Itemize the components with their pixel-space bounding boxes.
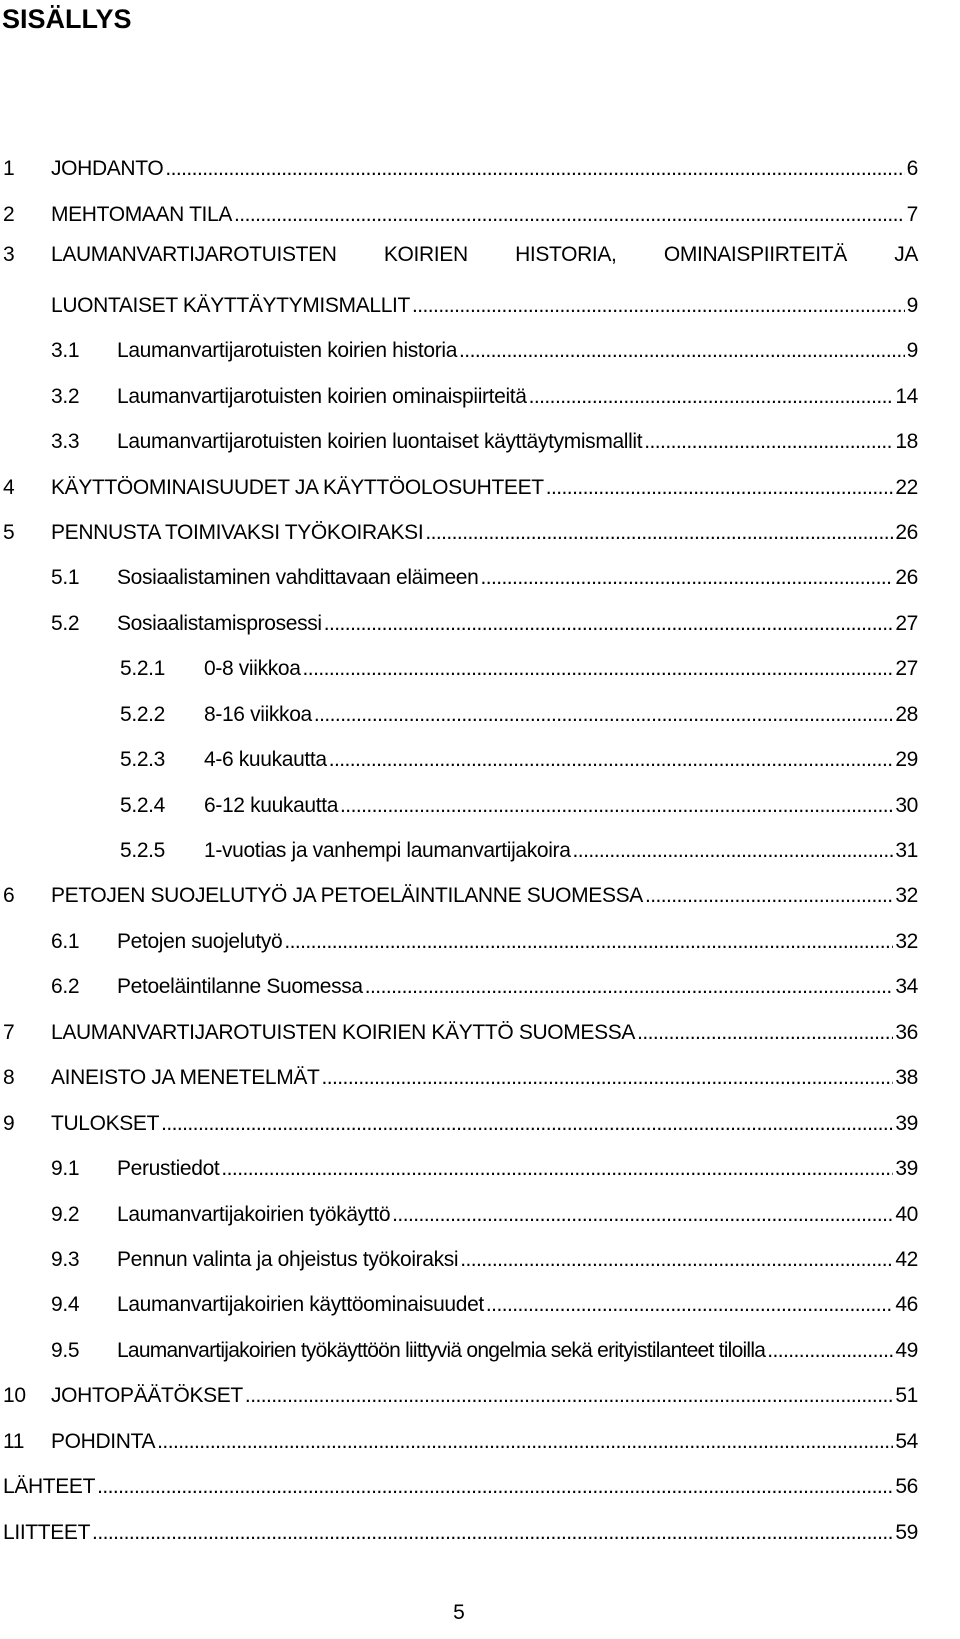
- toc-entry-page: 42: [895, 1247, 918, 1271]
- dot-leader: [97, 1474, 893, 1500]
- dot-leader: [573, 838, 894, 864]
- toc-entry-title: Sosiaalistamisprosessi: [117, 611, 322, 635]
- toc-entry-page: 26: [895, 566, 918, 590]
- toc-entry-title: Laumanvartijarotuisten koirien historia: [117, 339, 458, 363]
- toc-entry-number: 9.1: [51, 1157, 80, 1181]
- toc-entry-9-3[interactable]: [0, 1228, 918, 1273]
- toc-entry-page: 49: [895, 1338, 918, 1362]
- toc-entry-6-1[interactable]: [0, 909, 918, 954]
- toc-entry-9-5[interactable]: [0, 1318, 918, 1363]
- toc-entry-3[interactable]: [0, 228, 918, 319]
- toc-entry-5-2-2[interactable]: [0, 682, 918, 727]
- page-number: 5: [453, 1601, 465, 1624]
- toc-entry-number: 8: [3, 1066, 15, 1090]
- toc-entry-title-word: JA: [894, 242, 918, 266]
- toc-entry-title: LIITTEET: [3, 1520, 91, 1544]
- dot-leader: [546, 475, 894, 501]
- dot-leader: [644, 429, 893, 455]
- toc-entry-page: 56: [895, 1475, 918, 1499]
- toc-entry-4[interactable]: [0, 455, 918, 500]
- toc-entry-number: 9.3: [51, 1247, 80, 1271]
- toc-entry-title-word: HISTORIA,: [515, 242, 617, 266]
- toc-entry-title: Laumanvartijakoirien työkäyttö: [117, 1202, 391, 1226]
- toc-entry-number: 11: [3, 1429, 25, 1453]
- toc-entry-page: 40: [895, 1202, 918, 1226]
- toc-entry-page: 59: [895, 1520, 918, 1544]
- toc-entry-9-1[interactable]: [0, 1137, 918, 1182]
- toc-entry-page: 32: [895, 884, 918, 908]
- toc-entry-page: 34: [895, 975, 918, 999]
- toc-entry-title: 0-8 viikkoa: [204, 657, 301, 681]
- toc-entry-number: 5.2.3: [120, 748, 165, 772]
- toc-entry-5-2-1[interactable]: [0, 637, 918, 682]
- toc-entry-7[interactable]: [0, 1000, 918, 1045]
- toc-entry-page: 36: [895, 1020, 918, 1044]
- toc-entry-number: 9.5: [51, 1338, 80, 1362]
- dot-leader: [161, 1111, 893, 1137]
- toc-entry-title: Laumanvartijakoirien käyttöominaisuudet: [117, 1293, 484, 1317]
- dot-leader: [234, 202, 905, 228]
- toc-entry-5-2-4[interactable]: [0, 773, 918, 818]
- dot-leader: [245, 1383, 893, 1409]
- toc-entry-title: TULOKSET: [51, 1111, 160, 1135]
- toc-entry-number: 5: [3, 520, 15, 544]
- toc-entry-title-word: LAUMANVARTIJAROTUISTEN: [51, 242, 337, 266]
- toc-entry-title: Laumanvartijarotuisten koirien ominaispiirteitä: [117, 384, 527, 408]
- toc-entry-number: 5.2.2: [120, 702, 165, 726]
- toc-entry-number: 3.3: [51, 430, 80, 454]
- toc-entry-9-4[interactable]: [0, 1273, 918, 1318]
- dot-leader: [321, 1065, 893, 1091]
- toc-entry-page: 26: [895, 520, 918, 544]
- toc-entry-3-3[interactable]: [0, 410, 918, 455]
- toc-entry-number: 2: [3, 202, 15, 226]
- toc-entry-page: 7: [906, 202, 918, 226]
- toc-entry-number: 3.1: [51, 339, 80, 363]
- toc-entry-6[interactable]: [0, 864, 918, 909]
- toc-entry-title: JOHTOPÄÄTÖKSET: [51, 1384, 243, 1408]
- toc-entry-number: 3.2: [51, 384, 80, 408]
- toc-entry-title: PENNUSTA TOIMIVAKSI TYÖKOIRAKSI: [51, 520, 424, 544]
- toc-entry-page: 30: [895, 793, 918, 817]
- toc-entry-page: 28: [895, 702, 918, 726]
- toc-entry-11[interactable]: [0, 1409, 918, 1454]
- toc-entry-page: 38: [895, 1066, 918, 1090]
- toc-entry-1[interactable]: [0, 137, 918, 182]
- toc-entry-title-word: OMINAISPIIRTEITÄ: [663, 242, 847, 266]
- toc-entry-number: 4: [3, 475, 15, 499]
- toc-entry-page: 27: [895, 657, 918, 681]
- toc-entry-title: 1-vuotias ja vanhempi laumanvartijakoira: [204, 839, 571, 863]
- toc-entry-number: 9.2: [51, 1202, 80, 1226]
- toc-entry-page: 9: [906, 293, 918, 317]
- toc-entry-number: 9: [3, 1111, 15, 1135]
- dot-leader: [165, 156, 904, 182]
- dot-leader: [340, 793, 893, 819]
- dot-leader: [324, 611, 894, 637]
- toc-entry-page: 54: [895, 1429, 918, 1453]
- toc-entry-page: 32: [895, 929, 918, 953]
- dot-leader: [365, 974, 894, 1000]
- toc-entry-3-1[interactable]: [0, 319, 918, 364]
- toc-entry-page: 29: [895, 748, 918, 772]
- toc-entry-9-2[interactable]: [0, 1182, 918, 1227]
- toc-entry-title-continued: LUONTAISET KÄYTTÄYTYMISMALLIT: [51, 293, 410, 317]
- toc-entry-title: Laumanvartijakoirien työkäyttöön liittyviä ongelmia sekä erityistilanteet tiloilla: [117, 1338, 766, 1362]
- toc-entry-number: 6.2: [51, 975, 80, 999]
- toc-entry-6-2[interactable]: [0, 955, 918, 1000]
- toc-entry-title: Petojen suojelutyö: [117, 929, 283, 953]
- toc-entry-number: 6.1: [51, 929, 80, 953]
- page-title: SISÄLLYS: [2, 4, 132, 34]
- toc-entry-title: Pennun valinta ja ohjeistus työkoiraksi: [117, 1247, 459, 1271]
- toc-entry-page: 39: [895, 1111, 918, 1135]
- toc-entry-number: 1: [3, 157, 15, 181]
- toc-entry-number: 5.1: [51, 566, 80, 590]
- toc-entry-5-2[interactable]: [0, 591, 918, 636]
- toc-entry-title: AINEISTO JA MENETELMÄT: [51, 1066, 320, 1090]
- dot-leader: [459, 338, 905, 364]
- toc-entry-page: 18: [895, 430, 918, 454]
- toc-entry-page: 9: [906, 339, 918, 363]
- dot-leader: [392, 1202, 893, 1228]
- toc-entry-number: 5.2.5: [120, 839, 165, 863]
- toc-entry-title: Sosiaalistaminen vahdittavaan eläimeen: [117, 566, 479, 590]
- toc-entry-number: 5.2.1: [120, 657, 165, 681]
- toc-entry-title: 6-12 kuukautta: [204, 793, 339, 817]
- dot-leader: [425, 520, 893, 546]
- toc-entry-page: 6: [906, 157, 918, 181]
- toc-entry-page: 14: [895, 384, 918, 408]
- dot-leader: [529, 384, 894, 410]
- toc-entry-page: 22: [895, 475, 918, 499]
- toc-entry-2[interactable]: [0, 182, 918, 227]
- toc-entry-5[interactable]: [0, 501, 918, 546]
- dot-leader: [486, 1292, 893, 1318]
- dot-leader: [637, 1020, 893, 1046]
- toc-entry-title: PETOJEN SUOJELUTYÖ JA PETOELÄINTILANNE SUOMESSA: [51, 884, 643, 908]
- toc-entry-title: LAUMANVARTIJAROTUISTEN KOIRIEN KÄYTTÖ SUOMESSA: [51, 1020, 636, 1044]
- toc-entry-page: 51: [895, 1384, 918, 1408]
- toc-entry-title: Perustiedot: [117, 1157, 220, 1181]
- toc-entry-page: 46: [895, 1293, 918, 1317]
- toc-entry-number: 5.2: [51, 611, 80, 635]
- toc-entry-title: 4-6 kuukautta: [204, 748, 327, 772]
- dot-leader: [303, 656, 894, 682]
- toc-entry-title: Petoeläintilanne Suomessa: [117, 975, 363, 999]
- dot-leader: [221, 1156, 893, 1182]
- toc-entry-number: 9.4: [51, 1293, 80, 1317]
- toc-entry-5-1[interactable]: [0, 546, 918, 591]
- toc-entry-5-2-3[interactable]: [0, 728, 918, 773]
- toc-entry-number: 7: [3, 1020, 15, 1044]
- dot-leader: [412, 293, 905, 319]
- toc-entry-9[interactable]: [0, 1091, 918, 1136]
- dot-leader: [284, 929, 893, 955]
- toc-entry-title-word: KOIRIEN: [383, 242, 468, 266]
- toc-entry-number: 10: [3, 1384, 26, 1408]
- toc-entry-references[interactable]: [0, 1455, 918, 1500]
- toc-entry-3-2[interactable]: [0, 364, 918, 409]
- dot-leader: [767, 1338, 893, 1364]
- dot-leader: [460, 1247, 893, 1273]
- toc-entry-appendices[interactable]: [0, 1500, 918, 1545]
- toc-entry-page: 27: [895, 611, 918, 635]
- dot-leader: [92, 1520, 893, 1546]
- dot-leader: [329, 747, 894, 773]
- toc-entry-number: 3: [3, 242, 15, 266]
- toc-entry-5-2-5[interactable]: [0, 819, 918, 864]
- toc-entry-page: 31: [895, 839, 918, 863]
- toc-entry-title: 8-16 viikkoa: [204, 702, 312, 726]
- toc-entry-number: 6: [3, 884, 15, 908]
- dot-leader: [480, 565, 893, 591]
- toc-entry-10[interactable]: [0, 1364, 918, 1409]
- toc-entry-page: 39: [895, 1157, 918, 1181]
- toc-entry-number: 5.2.4: [120, 793, 165, 817]
- dot-leader: [314, 702, 893, 728]
- toc-entry-title: MEHTOMAAN TILA: [51, 202, 233, 226]
- toc-entry-title: POHDINTA: [51, 1429, 156, 1453]
- toc-entry-title: JOHDANTO: [51, 157, 164, 181]
- toc-entry-title: Laumanvartijarotuisten koirien luontaiset käyttäytymismallit: [117, 430, 643, 454]
- table-of-contents: [0, 137, 918, 1546]
- dot-leader: [157, 1429, 893, 1455]
- toc-entry-title: LÄHTEET: [3, 1475, 96, 1499]
- dot-leader: [645, 883, 893, 909]
- toc-entry-8[interactable]: [0, 1046, 918, 1091]
- toc-entry-title: KÄYTTÖOMINAISUUDET JA KÄYTTÖOLOSUHTEET: [51, 475, 544, 499]
